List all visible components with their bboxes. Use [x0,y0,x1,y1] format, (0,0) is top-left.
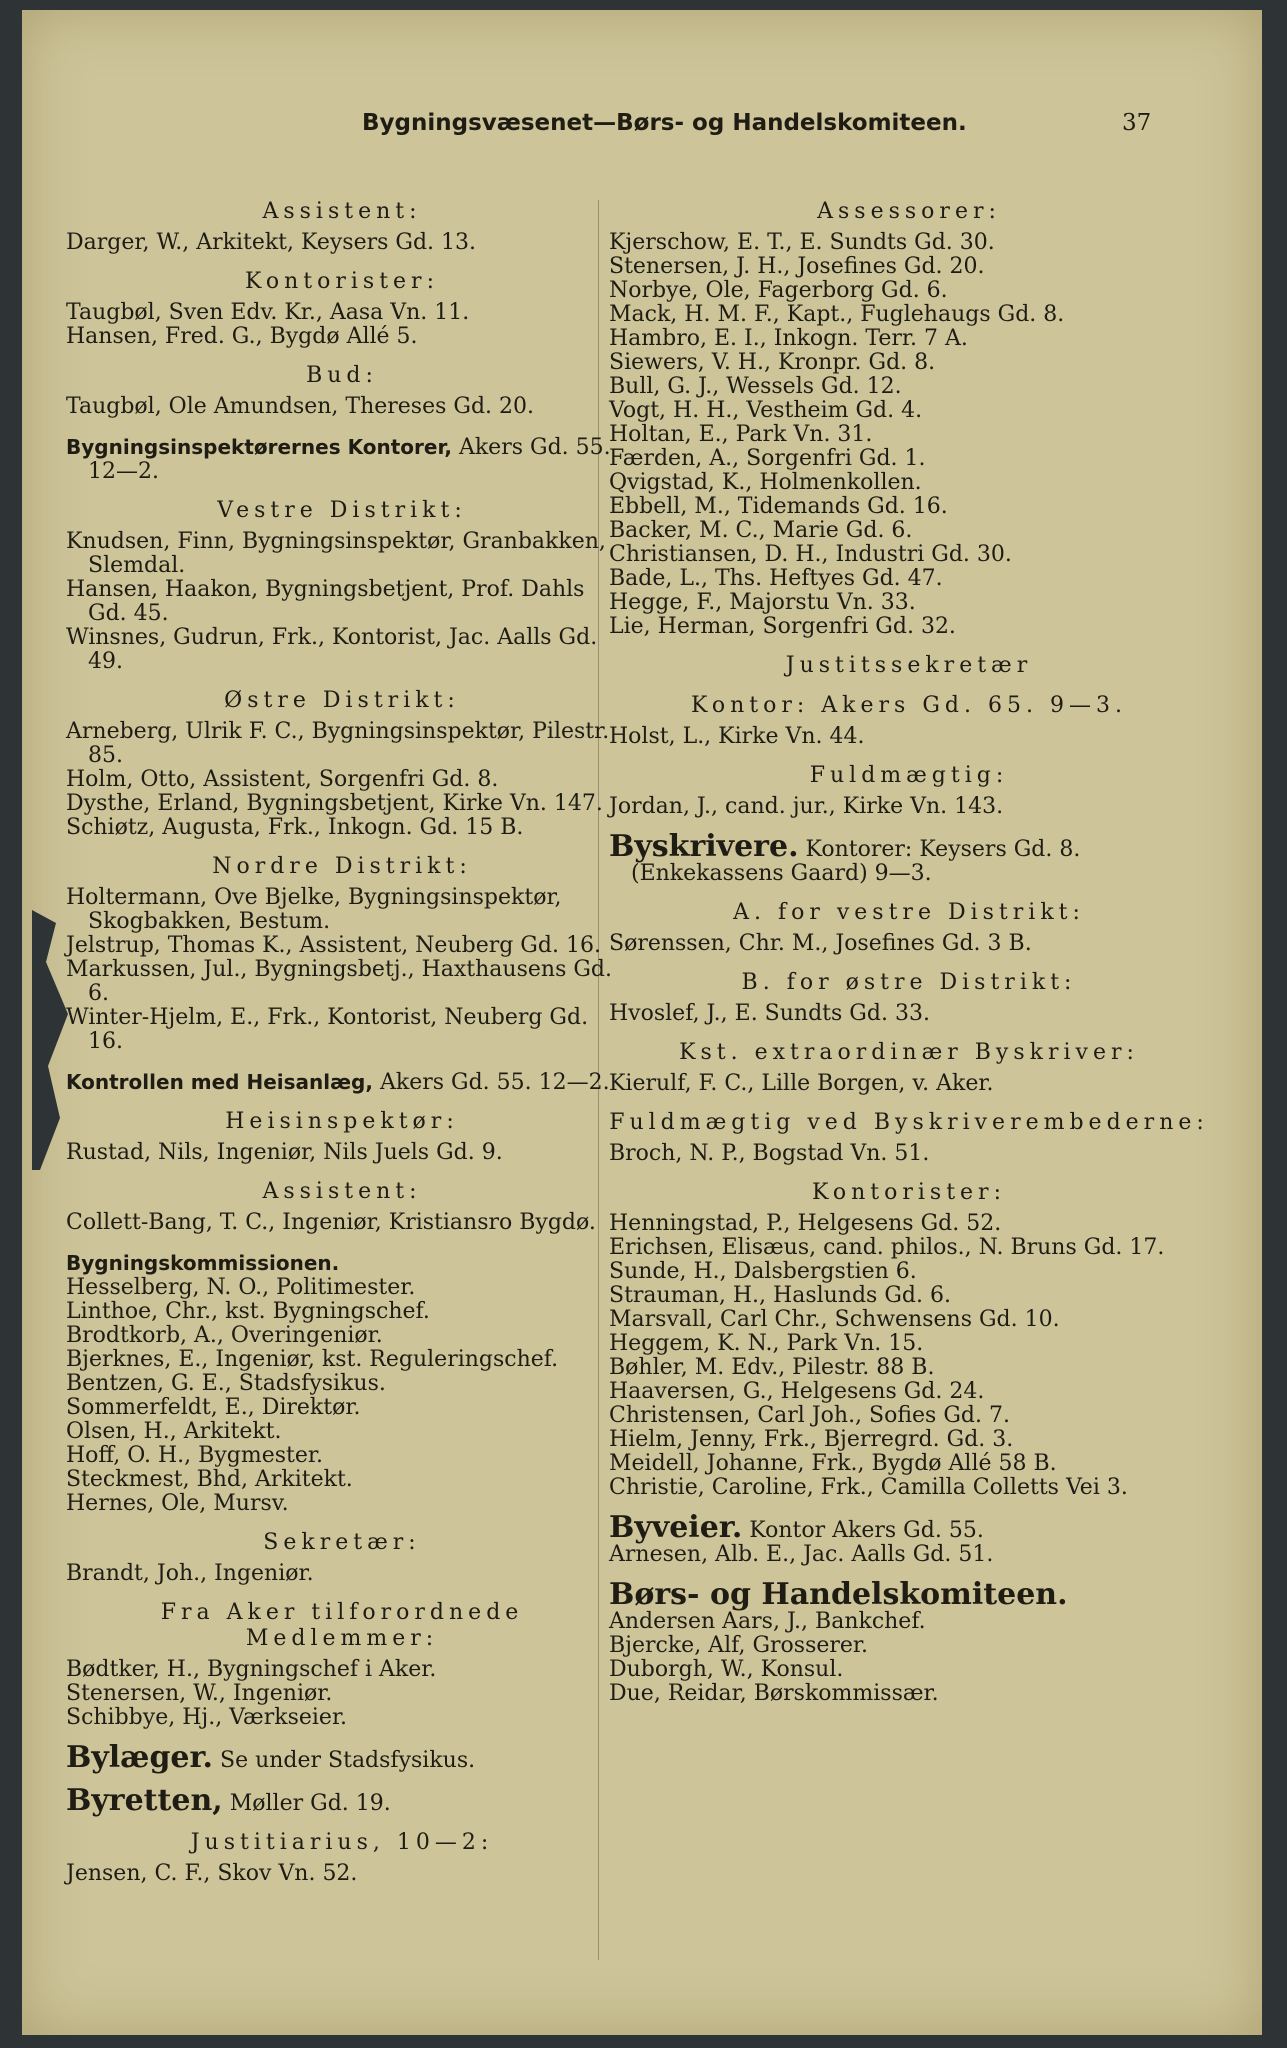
directory-entry: Linthoe, Chr., kst. Bygningschef. [66,1299,430,1324]
directory-entry: Hegge, F., Majorstu Vn. 33. [609,590,916,615]
directory-entry: Due, Reidar, Børskommissær. [609,1681,939,1706]
directory-entry: Arneberg, Ulrik F. C., Bygningsinspektør, Pilestr. 85. [66,719,610,768]
section-heading: Heisinspektør: [225,1109,459,1134]
directory-section [66,1070,618,1095]
directory-entry: Holtan, E., Park Vn. 31. [609,422,873,447]
directory-section [66,1740,618,1775]
section-title: Bygningsinspektørernes Kontorer, [66,435,452,459]
section-title-line [66,1783,618,1818]
directory-section [609,1110,1209,1166]
directory-entry: Winter-Hjelm, E., Frk., Kontorist, Neuberg Gd. 16. [66,1005,589,1054]
directory-entry: Steckmest, Bhd, Arkitekt. [66,1467,353,1492]
directory-section [66,1530,618,1586]
directory-section [66,498,618,674]
directory-entry: Kjerschow, E. T., E. Sundts Gd. 30. [609,230,995,255]
directory-entry: Sørenssen, Chr. M., Josefines Gd. 3 B. [609,931,1032,956]
directory-entry: Lie, Herman, Sorgenfri Gd. 32. [609,614,956,639]
directory-section [66,1251,618,1516]
directory-entry: Mack, H. M. F., Kapt., Fuglehaugs Gd. 8. [609,302,1065,327]
directory-entry: Christensen, Carl Joh., Sofies Gd. 7. [609,1403,1010,1428]
directory-entry: Heggem, K. N., Park Vn. 15. [609,1331,924,1356]
directory-section [66,1783,618,1818]
directory-entry: Schiøtz, Augusta, Frk., Inkogn. Gd. 15 B. [66,815,524,840]
directory-entry: Norbye, Ole, Fagerborg Gd. 6. [609,278,948,303]
left-column [66,185,618,1886]
section-heading: Kontorister: [245,269,439,294]
section-title: Byveier. [609,1510,743,1545]
section-heading: Vestre Distrikt: [217,498,467,523]
section-title-detail: Kontor Akers Gd. 55. [742,1518,984,1543]
section-title-detail: Akers Gd. 55. 12—2. [372,1070,610,1095]
directory-entry: Christie, Caroline, Frk., Camilla Colletts Vei 3. [609,1475,1128,1500]
directory-entry: Ebbell, M., Tidemands Gd. 16. [609,494,948,519]
directory-section [66,1109,618,1165]
directory-section [609,970,1209,1026]
directory-entry: Kierulf, F. C., Lille Borgen, v. Aker. [609,1071,994,1096]
section-heading: Nordre Distrikt: [212,854,472,879]
section-title-detail: Kontorer: Keysers Gd. 8. (Enkekassens Gaard) 9—3. [631,837,1081,886]
directory-entry: Jelstrup, Thomas K., Assistent, Neuberg Gd. 16. [66,933,601,958]
directory-entry: Erichsen, Elisæus, cand. philos., N. Bruns Gd. 17. [609,1235,1165,1260]
section-title-line [609,829,1209,886]
section-title-detail: Akers Gd. 55. 12—2. [88,435,611,484]
page-header [22,110,1262,150]
directory-section [609,1510,1209,1567]
directory-entry: Bentzen, G. E., Stadsfysikus. [66,1371,386,1396]
directory-entry: Backer, M. C., Marie Gd. 6. [609,518,913,543]
section-title-line [66,1740,618,1775]
section-title: Byskrivere. [609,829,799,864]
directory-entry: Hvoslef, J., E. Sundts Gd. 33. [609,1001,930,1026]
section-title-detail: Møller Gd. 19. [222,1791,391,1816]
directory-entry: Winsnes, Gudrun, Frk., Kontorist, Jac. Aalls Gd. 49. [66,625,598,674]
directory-entry: Duborgh, W., Konsul. [609,1657,844,1682]
directory-entry: Hielm, Jenny, Frk., Bjerregrd. Gd. 3. [609,1427,1014,1452]
section-heading: A. for vestre Distrikt: [733,900,1085,925]
directory-entry: Collett-Bang, T. C., Ingeniør, Kristiansro Bygdø. [66,1210,596,1235]
directory-section [66,1600,618,1730]
section-heading: B. for østre Distrikt: [741,970,1077,995]
directory-entry: Stenersen, W., Ingeniør. [66,1681,333,1706]
section-heading: Fuldmægtig ved Byskriverembederne: [609,1110,1209,1135]
directory-entry: Jensen, C. F., Skov Vn. 52. [66,1861,358,1886]
directory-entry: Brandt, Joh., Ingeniør. [66,1561,314,1586]
directory-entry: Olsen, H., Arkitekt. [66,1419,282,1444]
directory-entry: Stenersen, J. H., Josefines Gd. 20. [609,254,985,279]
directory-section [66,199,618,255]
document-page [22,10,1262,2035]
directory-entry: Holm, Otto, Assistent, Sorgenfri Gd. 8. [66,767,499,792]
running-title: Bygningsvæsenet—Børs- og Handelskomiteen. [362,110,967,136]
directory-entry: Vogt, H. H., Vestheim Gd. 4. [609,398,923,423]
directory-entry: Siewers, V. H., Kronpr. Gd. 8. [609,350,936,375]
directory-section [609,199,1209,639]
directory-entry: Jordan, J., cand. jur., Kirke Vn. 143. [609,794,1004,819]
section-heading: Assessorer: [817,199,1001,224]
section-heading: Justitiarius, 10—2: [190,1830,494,1855]
directory-entry: Dysthe, Erland, Bygningsbetjent, Kirke Vn. 147. [66,791,603,816]
directory-entry: Brodtkorb, A., Overingeniør. [66,1323,383,1348]
directory-entry: Hansen, Fred. G., Bygdø Allé 5. [66,324,418,349]
directory-section [609,829,1209,886]
directory-entry: Sunde, H., Dalsbergstien 6. [609,1259,917,1284]
section-heading: Assistent: [262,199,422,224]
directory-section [66,854,618,1054]
directory-entry: Holtermann, Ove Bjelke, Bygningsinspektør, Skogbakken, Bestum. [66,885,562,934]
directory-section [66,688,618,840]
directory-entry: Henningstad, P., Helgesens Gd. 52. [609,1211,1002,1236]
directory-entry: Arnesen, Alb. E., Jac. Aalls Gd. 51. [609,1542,994,1567]
directory-entry: Hoff, O. H., Bygmester. [66,1443,323,1468]
directory-entry: Strauman, H., Haslunds Gd. 6. [609,1283,951,1308]
directory-section [609,900,1209,956]
directory-entry: Bull, G. J., Wessels Gd. 12. [609,374,902,399]
section-heading: Sekretær: [263,1530,421,1555]
directory-entry: Marsvall, Carl Chr., Schwensens Gd. 10. [609,1307,1060,1332]
section-title-detail: Se under Stadsfysikus. [213,1748,476,1773]
directory-section [66,1830,618,1886]
section-heading: Assistent: [262,1179,422,1204]
directory-section [66,363,618,419]
section-subheading: Kontor: Akers Gd. 65. 9—3. [691,693,1127,718]
section-title-line [66,435,618,484]
directory-section [609,763,1209,819]
directory-entry: Darger, W., Arkitekt, Keysers Gd. 13. [66,230,477,255]
section-title: Kontrollen med Heisanlæg, [66,1070,373,1094]
directory-section [609,1577,1209,1706]
page-number: 37 [1122,110,1152,136]
directory-entry: Hambro, E. I., Inkogn. Terr. 7 A. [609,326,968,351]
directory-section [66,269,618,349]
directory-entry: Bjerknes, E., Ingeniør, kst. Reguleringschef. [66,1347,559,1372]
section-heading: Østre Distrikt: [224,688,460,713]
directory-entry: Sommerfeldt, E., Direktør. [66,1395,361,1420]
section-heading: Justitssekretær [785,653,1033,678]
directory-entry: Bøhler, M. Edv., Pilestr. 88 B. [609,1355,935,1380]
directory-section [609,1040,1209,1096]
directory-entry: Bjercke, Alf, Grosserer. [609,1633,869,1658]
directory-entry: Haaversen, G., Helgesens Gd. 24. [609,1379,985,1404]
right-column [609,185,1209,1706]
directory-entry: Rustad, Nils, Ingeniør, Nils Juels Gd. 9. [66,1140,503,1165]
section-title-line [609,1577,1209,1612]
directory-entry: Meidell, Johanne, Frk., Bygdø Allé 58 B. [609,1451,1057,1476]
directory-entry: Hernes, Ole, Mursv. [66,1491,289,1516]
directory-entry: Schibbye, Hj., Værkseier. [66,1705,348,1730]
section-title-line [609,1510,1209,1545]
section-title-line [66,1070,618,1095]
directory-entry: Qvigstad, K., Holmenkollen. [609,470,922,495]
directory-section [66,1179,618,1235]
section-heading: Fra Aker tilforordnede Medlemmer: [160,1600,524,1651]
section-heading: Fuldmægtig: [809,763,1009,788]
directory-entry: Hesselberg, N. O., Politimester. [66,1275,416,1300]
directory-section [609,653,1209,749]
section-heading: Bud: [306,363,378,388]
directory-entry: Bade, L., Ths. Heftyes Gd. 47. [609,566,943,591]
section-title: Børs- og Handelskomiteen. [609,1577,1068,1612]
directory-entry: Markussen, Jul., Bygningsbetj., Haxthausens Gd. 6. [66,957,613,1006]
section-heading: Kontorister: [812,1180,1006,1205]
directory-entry: Taugbøl, Ole Amundsen, Thereses Gd. 20. [66,394,535,419]
directory-entry: Taugbøl, Sven Edv. Kr., Aasa Vn. 11. [66,300,470,325]
directory-section [66,435,618,484]
directory-section [609,1180,1209,1500]
directory-entry: Hansen, Haakon, Bygningsbetjent, Prof. Dahls Gd. 45. [66,577,585,626]
directory-entry: Holst, L., Kirke Vn. 44. [609,724,865,749]
section-title: Byretten, [66,1783,223,1818]
directory-entry: Bødtker, H., Bygningschef i Aker. [66,1657,437,1682]
directory-entry: Christiansen, D. H., Industri Gd. 30. [609,542,1012,567]
directory-entry: Knudsen, Finn, Bygningsinspektør, Granbakken, Slemdal. [66,529,606,578]
section-heading: Kst. extraordinær Byskriver: [679,1040,1139,1065]
directory-entry: Broch, N. P., Bogstad Vn. 51. [609,1141,930,1166]
section-title-line [66,1251,618,1276]
section-title: Bylæger. [66,1740,213,1775]
directory-entry: Færden, A., Sorgenfri Gd. 1. [609,446,926,471]
section-title: Bygningskommissionen. [66,1251,340,1275]
directory-entry: Andersen Aars, J., Bankchef. [609,1609,926,1634]
